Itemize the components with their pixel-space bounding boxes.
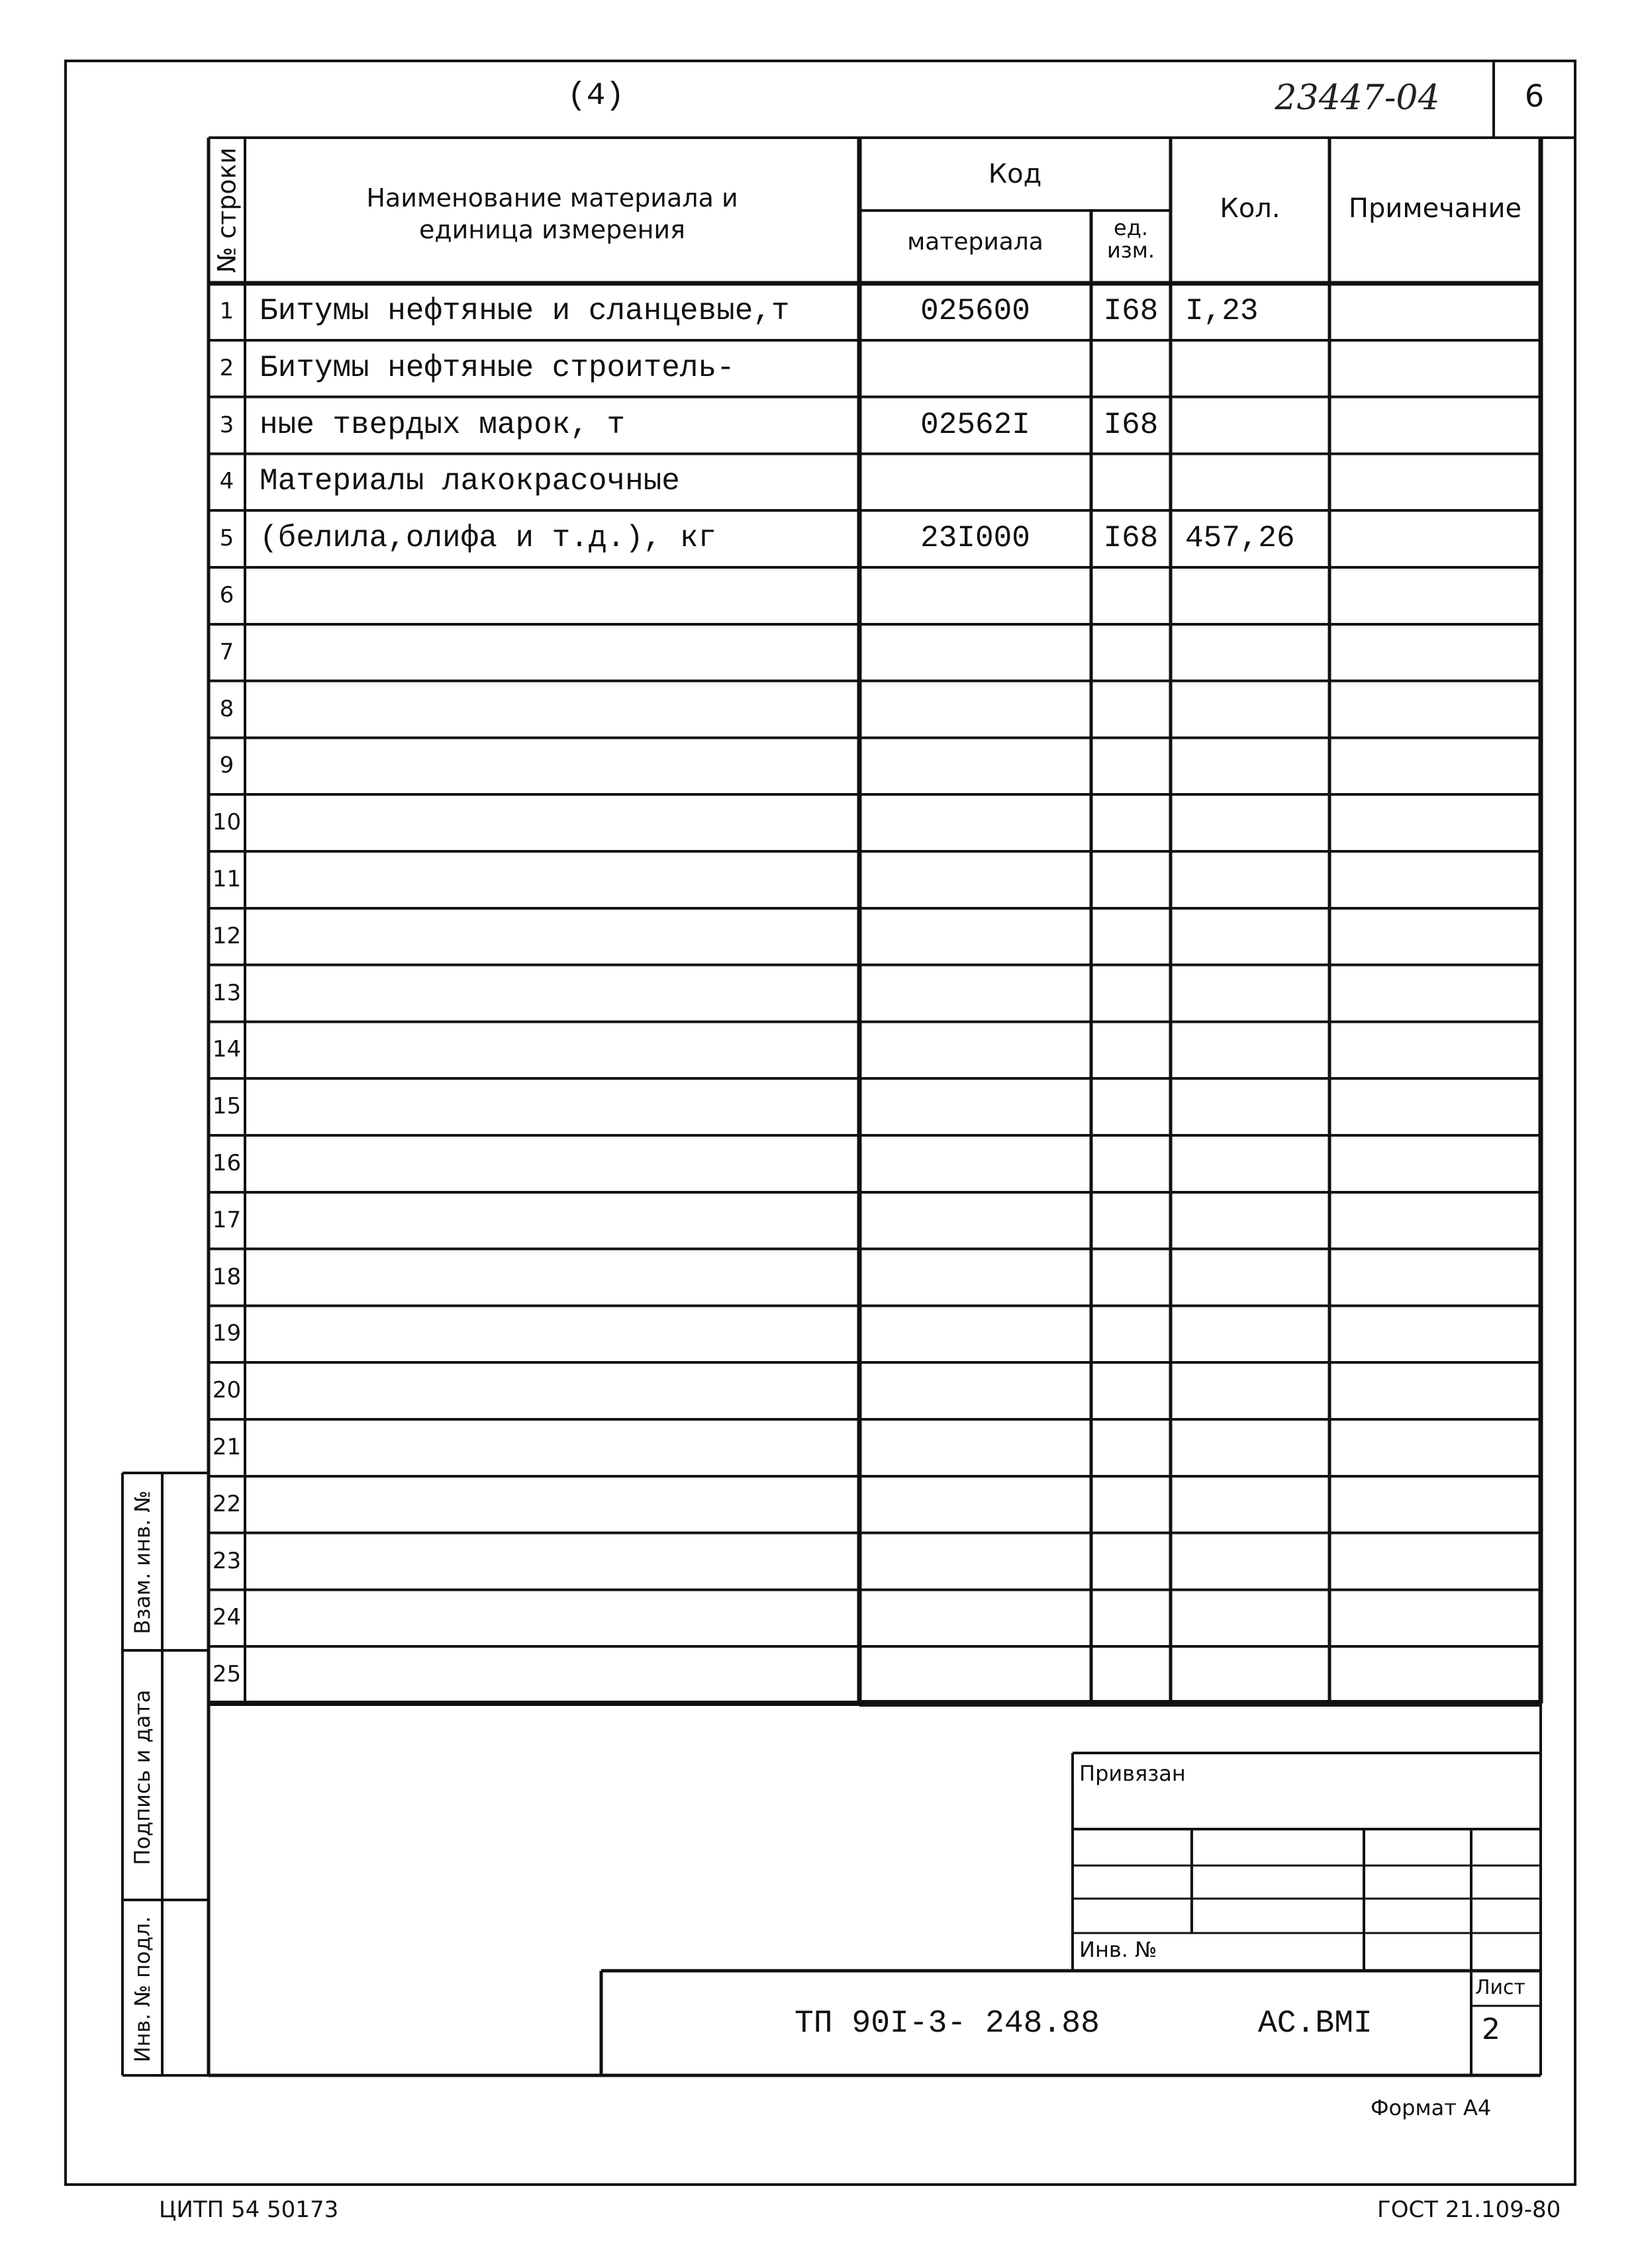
note bbox=[1329, 1021, 1541, 1078]
quantity bbox=[1185, 1533, 1329, 1590]
material-name bbox=[260, 624, 855, 681]
row-number: 2 bbox=[219, 354, 234, 381]
material-name bbox=[260, 1533, 855, 1590]
quantity bbox=[1185, 794, 1329, 851]
quantity bbox=[1185, 397, 1329, 454]
list-label: Лист bbox=[1475, 1976, 1526, 1999]
note bbox=[1329, 1533, 1541, 1590]
note bbox=[1329, 1192, 1541, 1249]
unit-code bbox=[1091, 567, 1171, 624]
material-name bbox=[260, 737, 855, 794]
material-code bbox=[859, 1249, 1091, 1306]
note bbox=[1329, 737, 1541, 794]
material-code bbox=[859, 1078, 1091, 1135]
right-footer-code: ГОСТ 21.109-80 bbox=[1377, 2197, 1561, 2223]
material-code bbox=[859, 624, 1091, 681]
note bbox=[1329, 1135, 1541, 1192]
note bbox=[1329, 624, 1541, 681]
material-name: Битумы нефтяные строитель- bbox=[260, 350, 735, 385]
row-number: 5 bbox=[219, 525, 234, 552]
quantity bbox=[1185, 1362, 1329, 1419]
material-code bbox=[859, 1362, 1091, 1419]
header-code: Код bbox=[988, 159, 1042, 189]
quantity bbox=[1185, 340, 1329, 397]
material-name bbox=[260, 1249, 855, 1306]
material-code bbox=[859, 1476, 1091, 1533]
note bbox=[1329, 1362, 1541, 1419]
row-number: 13 bbox=[212, 979, 242, 1006]
quantity bbox=[1185, 1589, 1329, 1646]
row-number: 21 bbox=[212, 1434, 242, 1460]
material-name bbox=[260, 1305, 855, 1362]
document-section: АС.ВМI bbox=[1258, 2006, 1373, 2042]
quantity bbox=[1185, 1249, 1329, 1306]
material-code bbox=[859, 1305, 1091, 1362]
material-name bbox=[260, 1078, 855, 1135]
quantity bbox=[1185, 908, 1329, 965]
header-code-material: материала bbox=[907, 228, 1043, 256]
row-number: 14 bbox=[212, 1036, 242, 1063]
document-designation: ТП 90I-3- 248.88 bbox=[795, 2006, 1100, 2042]
material-name bbox=[260, 567, 855, 624]
row-number: 7 bbox=[219, 638, 234, 665]
row-number: 6 bbox=[219, 582, 234, 608]
material-code bbox=[859, 737, 1091, 794]
material-code bbox=[859, 794, 1091, 851]
row-number: 22 bbox=[212, 1490, 242, 1517]
material-code bbox=[859, 340, 1091, 397]
material-name bbox=[260, 1419, 855, 1476]
unit-code bbox=[1091, 965, 1171, 1022]
unit-code bbox=[1091, 1305, 1171, 1362]
material-code bbox=[859, 567, 1091, 624]
row-number: 15 bbox=[212, 1093, 242, 1120]
header-code-unit: ед. изм. bbox=[1106, 215, 1155, 263]
row-number: 11 bbox=[212, 866, 242, 892]
material-name bbox=[260, 965, 855, 1022]
quantity bbox=[1185, 1078, 1329, 1135]
unit-code: I68 bbox=[1103, 521, 1159, 556]
row-number: 20 bbox=[212, 1377, 242, 1404]
material-name bbox=[260, 1646, 855, 1703]
unit-code bbox=[1091, 1419, 1171, 1476]
left-footer-code: ЦИТП 54 50173 bbox=[159, 2197, 339, 2223]
note bbox=[1329, 908, 1541, 965]
unit-code bbox=[1091, 340, 1171, 397]
page-label: (4) bbox=[567, 78, 625, 114]
stamp-inv-podl: Инв. № подл. bbox=[130, 1916, 155, 2063]
quantity bbox=[1185, 567, 1329, 624]
row-number: 12 bbox=[212, 922, 242, 949]
row-number: 4 bbox=[219, 468, 234, 495]
material-code bbox=[859, 1646, 1091, 1703]
quantity bbox=[1185, 681, 1329, 738]
stamp-podpis-data: Подпись и дата bbox=[130, 1689, 155, 1866]
material-name bbox=[260, 1135, 855, 1192]
note bbox=[1329, 1476, 1541, 1533]
unit-code bbox=[1091, 681, 1171, 738]
material-name bbox=[260, 1362, 855, 1419]
header-quantity: Кол. bbox=[1220, 193, 1280, 224]
unit-code bbox=[1091, 1533, 1171, 1590]
stamp-vzam-inv: Взам. инв. № bbox=[130, 1490, 155, 1634]
unit-code bbox=[1091, 737, 1171, 794]
row-number: 25 bbox=[212, 1661, 242, 1688]
quantity bbox=[1185, 851, 1329, 908]
note bbox=[1329, 1249, 1541, 1306]
quantity bbox=[1185, 1476, 1329, 1533]
unit-code bbox=[1091, 1078, 1171, 1135]
row-number: 19 bbox=[212, 1320, 242, 1347]
unit-code bbox=[1091, 1192, 1171, 1249]
material-name bbox=[260, 681, 855, 738]
row-number: 9 bbox=[219, 752, 234, 779]
row-number: 23 bbox=[212, 1547, 242, 1574]
material-code bbox=[859, 1589, 1091, 1646]
material-code bbox=[859, 1533, 1091, 1590]
note bbox=[1329, 1078, 1541, 1135]
material-code bbox=[859, 1021, 1091, 1078]
quantity: 457,26 bbox=[1185, 521, 1295, 556]
document-number: 23447-04 bbox=[1275, 78, 1440, 118]
note bbox=[1329, 397, 1541, 454]
material-name: Материалы лакокрасочные bbox=[260, 464, 680, 499]
material-name: Битумы нефтяные и сланцевые,т bbox=[260, 294, 790, 328]
row-number: 3 bbox=[219, 411, 234, 438]
note bbox=[1329, 1646, 1541, 1703]
material-code bbox=[859, 851, 1091, 908]
unit-code bbox=[1091, 794, 1171, 851]
header-row-number: № строки bbox=[212, 147, 242, 273]
row-number: 18 bbox=[212, 1263, 242, 1290]
format-label: Формат А4 bbox=[1371, 2095, 1492, 2120]
material-code: 23I000 bbox=[920, 521, 1030, 556]
unit-code bbox=[1091, 1589, 1171, 1646]
quantity bbox=[1185, 1135, 1329, 1192]
header-material-name: Наименование материала и единица измерения bbox=[366, 183, 738, 244]
note bbox=[1329, 851, 1541, 908]
note bbox=[1329, 453, 1541, 510]
material-name bbox=[260, 1589, 855, 1646]
quantity: I,23 bbox=[1185, 294, 1259, 328]
list-value: 2 bbox=[1482, 2012, 1500, 2046]
row-number: 17 bbox=[212, 1206, 242, 1233]
unit-code bbox=[1091, 851, 1171, 908]
unit-code bbox=[1091, 1646, 1171, 1703]
quantity bbox=[1185, 1192, 1329, 1249]
inv-no-label: Инв. № bbox=[1079, 1937, 1157, 1962]
unit-code bbox=[1091, 624, 1171, 681]
privyazan-label: Привязан bbox=[1079, 1761, 1186, 1786]
row-number: 24 bbox=[212, 1604, 242, 1631]
unit-code bbox=[1091, 908, 1171, 965]
unit-code bbox=[1091, 1021, 1171, 1078]
quantity bbox=[1185, 453, 1329, 510]
row-number: 1 bbox=[219, 298, 234, 324]
note bbox=[1329, 965, 1541, 1022]
unit-code bbox=[1091, 1362, 1171, 1419]
material-code bbox=[859, 965, 1091, 1022]
note bbox=[1329, 1589, 1541, 1646]
material-code bbox=[859, 908, 1091, 965]
material-code: 025600 bbox=[920, 294, 1030, 328]
note bbox=[1329, 510, 1541, 567]
quantity bbox=[1185, 737, 1329, 794]
material-code bbox=[859, 453, 1091, 510]
row-number: 8 bbox=[219, 695, 234, 722]
unit-code bbox=[1091, 453, 1171, 510]
note bbox=[1329, 1419, 1541, 1476]
material-code bbox=[859, 1192, 1091, 1249]
material-code: 02562I bbox=[920, 407, 1030, 442]
note bbox=[1329, 1305, 1541, 1362]
material-name: (белила,олифа и т.д.), кг bbox=[260, 521, 717, 556]
row-number: 10 bbox=[212, 809, 242, 836]
quantity bbox=[1185, 1646, 1329, 1703]
row-number: 16 bbox=[212, 1150, 242, 1176]
note bbox=[1329, 567, 1541, 624]
sheet-number: 6 bbox=[1524, 78, 1545, 114]
note bbox=[1329, 681, 1541, 738]
note bbox=[1329, 794, 1541, 851]
material-name bbox=[260, 1021, 855, 1078]
material-name bbox=[260, 851, 855, 908]
unit-code: I68 bbox=[1103, 294, 1159, 328]
material-code bbox=[859, 1135, 1091, 1192]
material-name bbox=[260, 1192, 855, 1249]
unit-code: I68 bbox=[1103, 407, 1159, 442]
material-name bbox=[260, 908, 855, 965]
unit-code bbox=[1091, 1135, 1171, 1192]
material-name bbox=[260, 794, 855, 851]
unit-code bbox=[1091, 1249, 1171, 1306]
material-code bbox=[859, 1419, 1091, 1476]
note bbox=[1329, 283, 1541, 340]
quantity bbox=[1185, 624, 1329, 681]
header-note: Примечание bbox=[1348, 193, 1522, 224]
quantity bbox=[1185, 1021, 1329, 1078]
note bbox=[1329, 340, 1541, 397]
material-code bbox=[859, 681, 1091, 738]
material-name bbox=[260, 1476, 855, 1533]
material-name: ные твердых марок, т bbox=[260, 407, 626, 442]
quantity bbox=[1185, 1305, 1329, 1362]
quantity bbox=[1185, 1419, 1329, 1476]
unit-code bbox=[1091, 1476, 1171, 1533]
quantity bbox=[1185, 965, 1329, 1022]
